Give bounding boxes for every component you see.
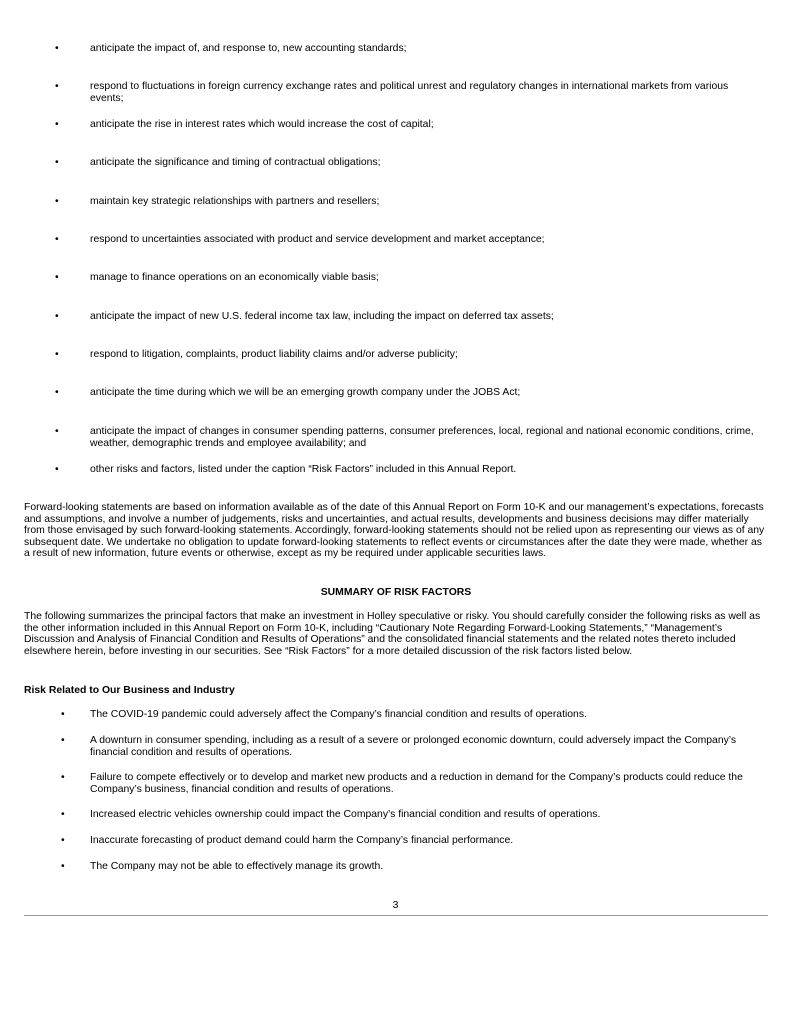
risk-item-text: Inaccurate forecasting of product demand could harm the Company’s financial performance. xyxy=(90,835,514,846)
footer-divider xyxy=(24,915,768,916)
bullet-icon: • xyxy=(55,81,59,92)
bullet-icon: • xyxy=(61,735,65,746)
risk-item-text: Failure to compete effectively or to develop and market new products and a reduction in demand for the Company’s products could reduce the Company’s business, financial condition and results of operations. xyxy=(90,772,743,795)
bullet-icon: • xyxy=(55,387,59,398)
list-item-text: other risks and factors, listed under the caption “Risk Factors” included in this Annual Report. xyxy=(90,464,517,475)
list-item-text: respond to litigation, complaints, product liability claims and/or adverse publicity; xyxy=(90,349,458,360)
bullet-icon: • xyxy=(61,835,65,846)
bullet-icon: • xyxy=(61,861,65,872)
subsection-heading: Risk Related to Our Business and Industry xyxy=(24,685,235,696)
risk-item-text: The Company may not be able to effectively manage its growth. xyxy=(90,861,384,872)
bullet-icon: • xyxy=(55,272,59,283)
list-item-text: respond to uncertainties associated with product and service development and market acceptance; xyxy=(90,234,545,245)
bullet-icon: • xyxy=(55,311,59,322)
bullet-icon: • xyxy=(55,349,59,360)
list-item-text: anticipate the time during which we will be an emerging growth company under the JOBS Act; xyxy=(90,387,521,398)
list-item-text: respond to fluctuations in foreign currency exchange rates and political unrest and regulatory changes in international markets from various events; xyxy=(90,81,729,104)
list-item-text: maintain key strategic relationships with partners and resellers; xyxy=(90,196,380,207)
list-item-text: anticipate the impact of changes in consumer spending patterns, consumer preferences, local, regional and national economic conditions, crime, weather, demographic trends and employee availability; and xyxy=(90,426,754,449)
bullet-icon: • xyxy=(61,772,65,783)
bullet-icon: • xyxy=(55,196,59,207)
section-heading: SUMMARY OF RISK FACTORS xyxy=(320,587,472,598)
list-item-text: manage to finance operations on an economically viable basis; xyxy=(90,272,379,283)
bullet-icon: • xyxy=(55,157,59,168)
risk-item-text: Increased electric vehicles ownership could impact the Company’s financial condition and results of operations. xyxy=(90,809,601,820)
bullet-icon: • xyxy=(55,119,59,130)
list-item-text: anticipate the impact of new U.S. federal income tax law, including the impact on deferred tax assets; xyxy=(90,311,554,322)
bullet-icon: • xyxy=(55,464,59,475)
summary-paragraph: The following summarizes the principal factors that make an investment in Holley speculative or risky. You should carefully consider the following risks as well as the other information included in this Annual Report on Form 10-K, including “Cautionary Note Regarding Forward-Looking Statements,” “Management’s Discussion and Analysis of Financial Condition and Results of Operations” and the consolidated financial statements and the related notes thereto included elsewhere herein, before investing in our securities. See “Risk Factors” for a more detailed discussion of the risk factors listed below. xyxy=(24,611,761,657)
bullet-icon: • xyxy=(61,709,65,720)
list-item-text: anticipate the rise in interest rates which would increase the cost of capital; xyxy=(90,119,434,130)
forward-looking-paragraph: Forward-looking statements are based on information available as of the date of this Annual Report on Form 10-K and our management’s expectations, forecasts and assumptions, and involve a number of judgements, risks and uncertainties, and actual results, developments and business decisions may differ materially from those envisaged by such forward-looking statements. Accordingly, forward-looking statements should not be relied upon as representing our views as of any subsequent date. We undertake no obligation to update forward-looking statements to reflect events or circumstances after the date they were made, whether as a result of new information, future events or otherwise, except as my be required under applicable securities laws. xyxy=(24,502,765,560)
page-number: 3 xyxy=(392,900,399,911)
bullet-icon: • xyxy=(55,234,59,245)
list-item-text: anticipate the significance and timing of contractual obligations; xyxy=(90,157,381,168)
bullet-icon: • xyxy=(55,426,59,437)
list-item-text: anticipate the impact of, and response to, new accounting standards; xyxy=(90,43,407,54)
risk-item-text: The COVID-19 pandemic could adversely affect the Company’s financial condition and results of operations. xyxy=(90,709,587,720)
risk-item-text: A downturn in consumer spending, including as a result of a severe or prolonged economic downturn, could adversely impact the Company’s financial condition and results of operations. xyxy=(90,735,737,758)
bullet-icon: • xyxy=(61,809,65,820)
bullet-icon: • xyxy=(55,43,59,54)
